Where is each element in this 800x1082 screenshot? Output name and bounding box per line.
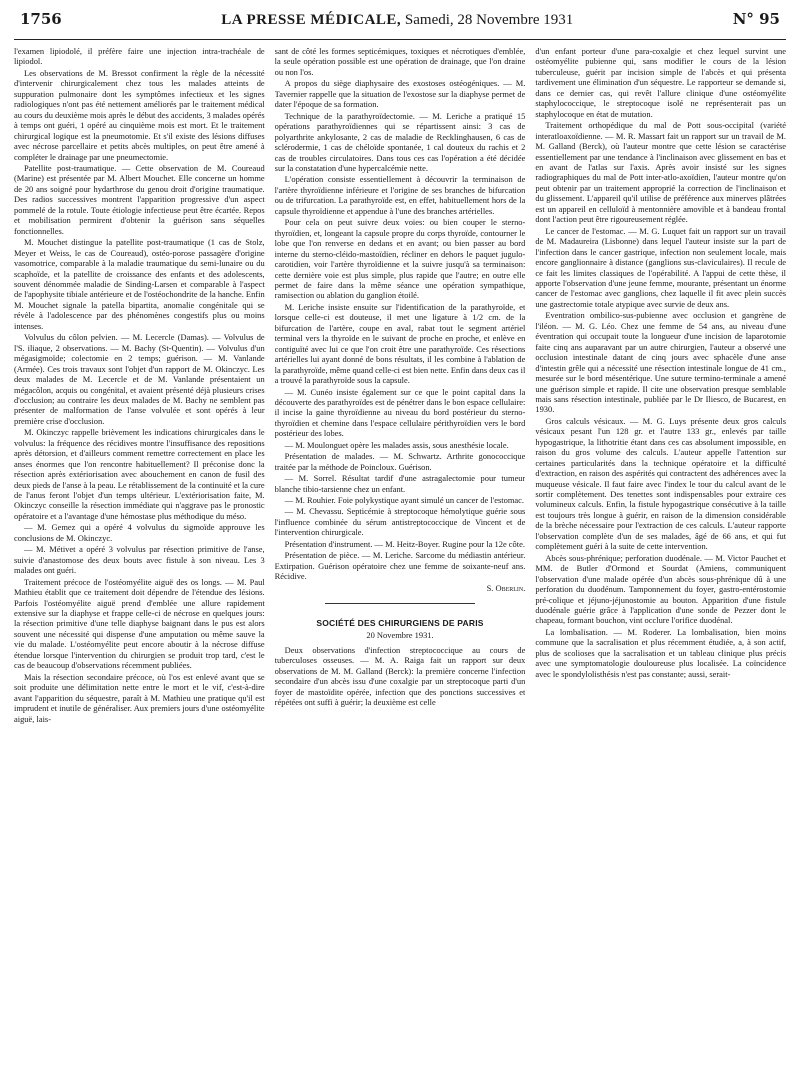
paragraph: Le cancer de l'estomac. — M. G. Luquet fait un rapport sur un travail de M. Madaureira (Lisbonne) dans lequel l'auteur insiste sur la part de l'infection dans le cancer gastrique, infection non seulement locale, mais encore ganglionnaire à distance (ganglions sus-claviculaires). Il recule de ce fait les limites classiques de l'opérabilité. A l'appui de cette thèse, il apporte l'observation d'une jeune femme, mourante, présentant un énorme cancer de l'estomac avec ganglions, chez laquelle il fit avec plein succès une gastrectomie totale atypique avec survie de deux ans. bbox=[535, 225, 786, 309]
paragraph: Abcès sous-phrénique; perforation duodénale. — M. Victor Pauchet et MM. de Butler d'Ormond et Sourdat (Amiens, communiquent l'observation d'une malade opérée d'un abcès sous-phrénique dû à une perforation du duodénum. Tamponnement du foyer, gastro-entérostomie pré-colique et jéjuno-jéjunostomie au bouton. Apparition d'une fistule duodénale guérie grâce à l'application d'une sonde de Pezzer dont le chapeau, formant bouchon, vint occlure l'orifice duodénal. bbox=[535, 552, 786, 626]
paragraph: Présentation d'instrument. — M. Heitz-Boyer. Rugine pour la 12e côte. bbox=[284, 538, 525, 549]
paragraph: Présentation de malades. — M. Schwartz. Arthrite gonococcique traitée par la méthode de Poincloux. Guérison. bbox=[274, 451, 526, 472]
paragraph: Deux observations d'infection streptococcique au cours de tuberculoses osseuses. — M. A. Raiga fait un rapport sur deux observations de M. M. Galland (Berck): la première concerne l'infection secondaire d'un abcès issu d'une coxalgie par un streptocoque parti d'un foyer de mastoïdite opérée, infection que des ponctions successives et répétées ont suffi à guérir; la deuxième est celle bbox=[274, 645, 526, 708]
section-rule bbox=[325, 603, 475, 604]
paragraph: A propos du siège diaphysaire des exostoses ostéogéniques. — M. Tavernier rappelle que la situation de l'exostose sur la diaphyse permet de dater l'époque de sa formation. bbox=[274, 78, 526, 110]
paragraph: Gros calculs vésicaux. — M. G. Luys présente deux gros calculs vésicaux pesant l'un 128 gr. et l'autre 133 gr., enlevés par taille hypogastrique, la lithotritie étant dans ces cas absolument impossible, en raison du gros volume des calculs. L'auteur appelle l'attention sur certaines particularités dans la technique opératoire et la difficulté d'extraction, en raison des aspérités qui contractent des adhérences avec la muqueuse vésicale. Il faut faire avec l'index le tour du calcul avant de le sortir complètement. Des tenettes sont indispensables pour extraire ces volumineux calculs. Enfin, la fistule hypogastrique consécutive à la taille est toujours très longue à guérir, en raison de la dimension considérable de la brèche nécessaire pour l'extraction de ces calculs. L'auteur rapporte l'observation complète d'un de ses malades, âgé de 66 ans, et qui fut complètement guéri à la suite de cette intervention. bbox=[535, 415, 786, 552]
paragraph: Eventration ombilico-sus-pubienne avec occlusion et gangrène de l'iléon. — M. G. Léo. Chez une femme de 54 ans, au niveau d'une éventration qui occupait toute la longueur d'une incision de laparotomie faite cinq ans auparavant par un autre chirurgien, l'auteur a observé une occlusion intestinale datant de cinq jours avec sphacèle d'une anse d'intestin grêle qui a nécessité une résection intestinale longue de 41 cm., mesurée sur le bord mésentérique. Une suture termino-terminale a amené une guérison simple et rapide. Il cite une observation presque semblable mais sans résection intestinale, publiée par le Dr Iliesco, de Bucarest, en 1930. bbox=[535, 310, 786, 415]
paragraph: — M. Rouhier. Foie polykystique ayant simulé un cancer de l'estomac. bbox=[284, 495, 525, 506]
paragraph: Les observations de M. Bressot confirment la règle de la nécessité d'intervenir chirurgicalement chez tous les malades atteints de suppuration pulmonaire dont les symptômes infectieux et les signes radiologiques n'ont pas été nettement améliorés par le traitement médical au cours du deuxième mois après le début des accidents, 3 malades opérés à temps ont guéri, 1 opéré au cinquième mois est mort. Et le traitement chirurgical logique est la pneumotomie. Et s'il existe des lésions diffuses avec nécrose parcellaire et petits abcès multiples, on peut être amené à compléter le drainage par une pneumectomie. bbox=[14, 67, 265, 162]
issue-number: N° 95 bbox=[732, 10, 780, 28]
paragraph: M. Mouchet distingue la patellite post-traumatique (1 cas de Stolz, Meyer et Weiss, le cas de Coureaud), ostéo-porose passagère d'origine vasomotrice, comparable à la maladie traumatique du semi-lunaire ou du scaphoïde, et la patellite de croissance des enfants et des adolescents, souvent dénommée maladie de Sinding-Larsen et comparable à l'aspect de l'apophysite tibiale antérieure et de l'ostéochondrite de la hanche. Enfin M. Mouchet signale la patella bipartita, anomalie congénitale qui se révèle à l'adolescence par des phénomènes congestifs plus ou moins intenses. bbox=[14, 237, 265, 331]
paragraph: Traitement orthopédique du mal de Pott sous-occipital (variété interatloaxoïdienne. — M. R. Massart fait un rapport sur un travail de M. M. Galland (Berck), où l'auteur montre que cette lésion se caractérise essentiellement par une tendance à l'inclinaison avec glissement en bas et en avant de l'atlas sur l'axis. Après avoir insisté sur les signes radiographiques du mal de Pott inter-atlo-axoïdien, l'auteur montre qu'on peut obtenir par un traitement approprié la correction de l'inclinaison et du glissement. L'appareil qu'il utilise de préférence aux minerves plâtrées est un appareil en celluloïd à mentonnière amovible et à bandeau frontal dont l'action peut être rigoureusement réglée. bbox=[535, 120, 786, 225]
paragraph: Traitement précoce de l'ostéomyélite aiguë des os longs. — M. Paul Mathieu établit que ce traitement doit dépendre de l'étendue des lésions. Parfois l'ostéomyélite aiguë prend d'emblée une allure rapidement extensive sur la diaphyse et frappe celle-ci de nécrose en quelques jours: la résection primitive d'une telle diaphyse baignant dans le pus est alors souvent une nécessité qui dispense d'une amputation ou même sauve la vie du malade. L'ostéomyélite peut encore aboutir à la nécrose diffuse étendue lorsque l'intervention du chirurgien se produit trop tard, c'est le cas de beaucoup d'observations récemment publiées. bbox=[14, 576, 265, 671]
session-date: 20 Novembre 1931. bbox=[366, 629, 434, 640]
paragraph: — M. Moulonguet opère les malades assis, sous anesthésie locale. bbox=[284, 439, 509, 450]
paragraph: sant de côté les formes septicémiques, toxiques et nécrotiques d'emblée, la seule opération possible est une opération de drainage, que l'on draine ou non l'os. bbox=[274, 46, 526, 77]
signature: S. Oberlin. bbox=[486, 582, 526, 593]
paragraph: Patellite post-traumatique. — Cette observation de M. Coureaud (Marine) est présentée par M. Albert Mouchet. Elle concerne un homme de 20 ans soigné pour hydarthrose du genou droit d'origine traumatique. Des radios successives montrent l'apparition progressive d'un aspect pommelé de la rotule. Toute étiologie infectieuse peut être écartée. Repos et mobilisation permirent d'obtenir la guérison sans séquelles fonctionnelles. bbox=[14, 162, 265, 236]
paragraph: l'examen lipiodolé, il préfère faire une injection intra-trachéale de lipiodol. bbox=[14, 46, 265, 67]
paragraph: Volvulus du côlon pelvien. — M. Lecercle (Damas). — Volvulus de l'S. iliaque, 2 observations. — M. Bachy (St-Quentin). — Volvulus d'un mégasigmoïde; colectomie en 2 temps; guérison. — M. Vanlande (Armée). Ces trois travaux sont l'objet d'un rapport de M. Okinczyc. Les deux malades de M. Lecercle et de M. Vanlande présentaient un mégacôlon, acquis ou congénital, et avaient présenté déjà plusieurs crises d'occlusion; au contraire les deux malades de M. Bachy ne semblent pas présenter de malformation de l'anse volvulée et sont opérés à leur première crise d'occlusion. bbox=[14, 332, 265, 426]
paragraph: L'opération consiste essentiellement à découvrir la terminaison de l'artère thyroïdienne inférieure et l'origine de ses branches de bifurcation ou de trifurcation. La parathyroïde est, en effet, habituellement hors de la capsule thyroïdienne et appendue à l'une des branches artérielles. bbox=[274, 174, 526, 216]
page-number: 1756 bbox=[20, 10, 62, 28]
text-columns bbox=[14, 46, 786, 1068]
running-header bbox=[14, 10, 786, 40]
paragraph: M. Okinczyc rappelle brièvement les indications chirurgicales dans le volvulus: la fréquence des récidives montre l'insuffisance des repositions après détorsion, et d'ailleurs comment remettre correctement en place les anses énormes que l'on rencontre habituellement? Il préconise donc la résection après extériorisation avec abouchement en canon de fusil des deux pieds de l'anse à la peau. Le rétablissement de la continuité et la cure de l'anus feront l'objet d'un temps ultérieur. L'extériorisation faite, M. Okinczyc conseille la résection immédiate qui n'aggrave pas le pronostic opératoire et a l'avantage d'une hémostase plus méthodique du méso. bbox=[14, 427, 265, 521]
society-heading: SOCIÉTÉ DES CHIRURGIENS DE PARIS bbox=[316, 618, 484, 629]
column-3 bbox=[535, 46, 786, 1068]
paragraph: M. Leriche insiste ensuite sur l'identification de la parathyroïde, et lorsque celle-ci est douteuse, il met une ligature à 1/2 cm. de la bifurcation de l'artère, coupe en aval, rabat tout le segment artériel terminal vers la thyroïde en le suivant de proche en proche, et enlève en contiguïté avec lui ce que l'on croit être une parathyroïde. Ces résections artérielles lui ayant donné de bons résultats, il les combine à l'ablation de la parathyroïde, même quand celle-ci est bien nette. Enfin dans deux cas il a trouvé la parathyroïde sous la capsule. bbox=[274, 301, 526, 386]
paragraph: Présentation de pièce. — M. Leriche. Sarcome du médiastin antérieur. Extirpation. Guérison opératoire chez une femme de soixante-neuf ans. Récidive. bbox=[274, 550, 526, 582]
paragraph: Technique de la parathyroïdectomie. — M. Leriche a pratiqué 15 opérations parathyroïdiennes qui se répartissent ainsi: 3 cas de polyarthrite ankylosante, 2 cas de maladie de Recklinghausen, 6 cas de sclérodermie, 1 cas de chéloïde spontanée, 1 cal douteux du rachis et 2 cas de troubles circulatoires. Dans tous ces cas l'opération a été décidée sur la constatation d'une hypercalcémie nette. bbox=[274, 110, 526, 173]
column-2 bbox=[275, 46, 526, 1068]
journal-name: LA PRESSE MÉDICALE, bbox=[221, 12, 402, 28]
paragraph: La lombalisation. — M. Roderer. La lombalisation, bien moins commune que la sacralisation et plus récemment étudiée, a, à son actif, plus de scolioses que la sacralisation et un tableau clinique plus précis avec une symptomatologie douloureuse plus localisée. La coïncidence avec le spondylolisthésis n'est pas constante; aussi, serait- bbox=[535, 626, 786, 679]
paragraph: — M. Cunéo insiste également sur ce que le point capital dans la découverte des parathyroïdes est de pénétrer dans le bon espace cellulaire: il incise la gaine thyroïdienne au niveau du bord postérieur du sterno-thyroïdien et chemine dans l'espace cellulaire périthyroïdien vers le bord postérieur des lobes. bbox=[274, 386, 526, 439]
paragraph: — M. Gemez qui a opéré 4 volvulus du sigmoïde approuve les conclusions de M. Okinczyc. bbox=[14, 522, 265, 543]
paragraph: Pour cela on peut suivre deux voies: ou bien couper le sterno-thyroïdien, et, longeant la capsule propre du corps thyroïde, contourner le lobe que l'on renverse en dedans et en avant; ou bien passer au bord interne du sterno-cléido-mastoïdien, récliner en dehors le paquet jugulo-carotidien, voir l'artère thyroïdienne et la suivre jusqu'à sa terminaison: cette dernière voie est plus simple, plus rapide que l'autre; en outre elle permet de faire dans la même séance une opération sympathique, ramisection ou ablation du ganglion étoilé. bbox=[274, 217, 526, 301]
issue-date: Samedi, 28 Novembre 1931 bbox=[404, 12, 574, 28]
paragraph: Mais la résection secondaire précoce, où l'os est enlevé avant que se soit produite une délimitation nette entre le mort et le vif, c'est-à-dire avant l'apparition du séquestre, paraît à M. Mathieu une pratique qu'il est imprudent et inutile de généraliser. Aux premiers jours d'une ostéomyélite aiguë, lais- bbox=[14, 671, 265, 724]
journal-title bbox=[221, 12, 573, 29]
paragraph: — M. Chevassu. Septicémie à streptocoque hémolytique guérie sous l'influence combinée du sérum antistreptococcique de Vincent et de l'intervention chirurgicale. bbox=[274, 506, 526, 538]
paragraph: — M. Sorrel. Résultat tardif d'une astragalectomie pour tumeur blanche tibio-tarsienne chez un enfant. bbox=[274, 473, 526, 494]
paragraph: — M. Métivet a opéré 3 volvulus par résection primitive de l'anse, suivie d'anastomose des deux bouts avec fistule à son niveau. Les 3 malades ont guéri. bbox=[14, 544, 265, 576]
paragraph: d'un enfant porteur d'une para-coxalgie et chez lequel survint une ostéomyélite pubienne qui, sans modifier le cours de la lésion tuberculeuse, guérit par incision simple de l'abcès et qui présenta tardivement une élimination d'un séquestre. Le rapporteur se demande si, dans ce dernier cas, qui revêt l'allure clinique d'une ostéomyélite staphylococcique, le streptocoque isolé ne représenterait pas un staphylocoque en état de mutation. bbox=[535, 46, 786, 119]
column-1 bbox=[14, 46, 265, 1068]
